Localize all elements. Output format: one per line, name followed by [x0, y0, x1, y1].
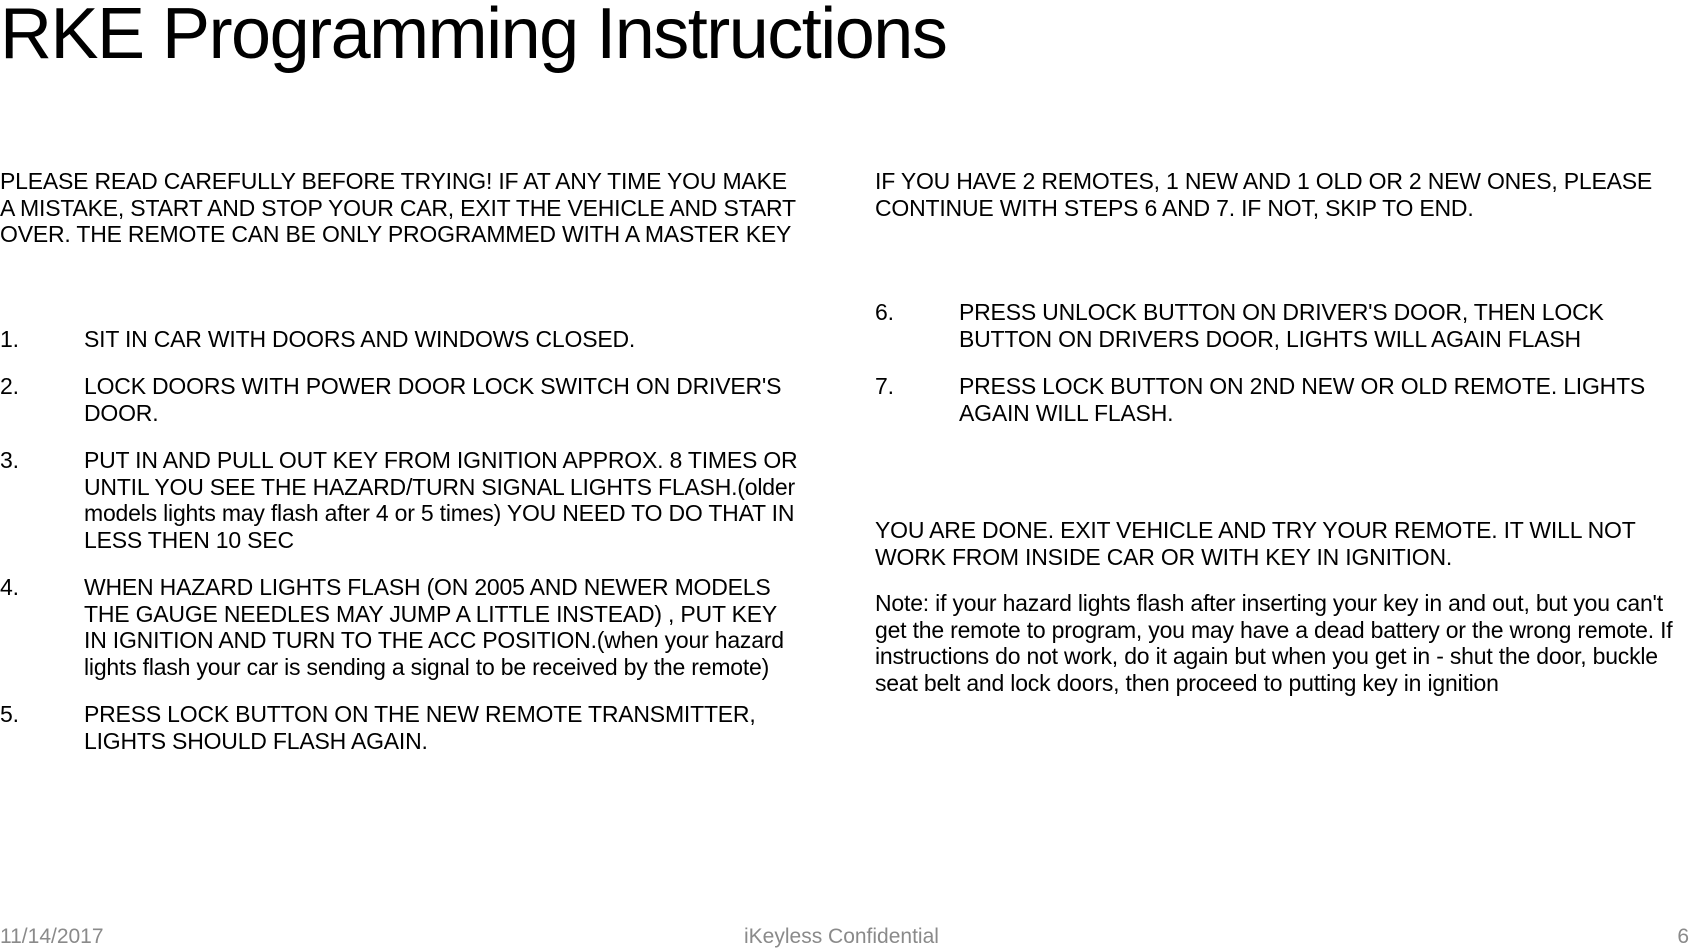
slide-title: RKE Programming Instructions — [0, 0, 947, 74]
step-number: 2. — [0, 373, 19, 399]
step-text: WHEN HAZARD LIGHTS FLASH (ON 2005 AND NEWER MODELS THE GAUGE NEEDLES MAY JUMP A LITTLE INSTEAD) , PUT KEY IN IGNITION AND TURN TO THE ACC POSITION.(when your hazard lights flash your car is sending a signal to be received by the remote) — [84, 574, 784, 680]
step-number: 7. — [875, 373, 894, 399]
footer-confidential: iKeyless Confidential — [744, 925, 939, 948]
right-column — [875, 168, 1685, 716]
step-item — [0, 701, 800, 754]
step-text: LOCK DOORS WITH POWER DOOR LOCK SWITCH ON DRIVER'S DOOR. — [84, 373, 782, 426]
footer-page-number: 6 — [1677, 925, 1689, 948]
step-item — [875, 373, 1685, 426]
step-item — [0, 326, 800, 353]
spacer — [0, 268, 800, 326]
steps-list-right — [875, 299, 1685, 426]
steps-list-left — [0, 326, 800, 755]
spacer — [875, 447, 1685, 517]
step-number: 5. — [0, 701, 19, 727]
step-item — [0, 373, 800, 426]
left-column — [0, 168, 800, 775]
step-number: 6. — [875, 299, 894, 325]
step-text: PRESS UNLOCK BUTTON ON DRIVER'S DOOR, THEN LOCK BUTTON ON DRIVERS DOOR, LIGHTS WILL AGAIN FLASH — [959, 299, 1604, 352]
additional-remotes-paragraph: IF YOU HAVE 2 REMOTES, 1 NEW AND 1 OLD OR 2 NEW ONES, PLEASE CONTINUE WITH STEPS 6 AND 7. IF NOT, SKIP TO END. — [875, 168, 1653, 221]
step-item — [875, 299, 1685, 352]
footer-date: 11/14/2017 — [0, 925, 104, 948]
step-item — [0, 574, 800, 680]
step-text: PUT IN AND PULL OUT KEY FROM IGNITION APPROX. 8 TIMES OR UNTIL YOU SEE THE HAZARD/TURN SIGNAL LIGHTS FLASH.(older models lights may flash after 4 or 5 times) YOU NEED TO DO THAT IN LESS THEN 10 SEC — [84, 447, 798, 553]
step-number: 4. — [0, 574, 19, 600]
step-number: 1. — [0, 325, 19, 352]
warning-paragraph: PLEASE READ CAREFULLY BEFORE TRYING! IF AT ANY TIME YOU MAKE A MISTAKE, START AND STOP YOUR CAR, EXIT THE VEHICLE AND START OVER. THE REMOTE CAN BE ONLY PROGRAMMED WITH A MASTER KEY — [0, 168, 796, 247]
spacer — [875, 241, 1685, 299]
step-text: PRESS LOCK BUTTON ON THE NEW REMOTE TRANSMITTER, LIGHTS SHOULD FLASH AGAIN. — [84, 701, 756, 754]
step-number: 3. — [0, 447, 19, 473]
step-text: SIT IN CAR WITH DOORS AND WINDOWS CLOSED. — [84, 325, 636, 352]
done-paragraph: YOU ARE DONE. EXIT VEHICLE AND TRY YOUR REMOTE. IT WILL NOT WORK FROM INSIDE CAR OR WITH KEY IN IGNITION. — [875, 517, 1636, 570]
step-item — [0, 447, 800, 553]
step-text: PRESS LOCK BUTTON ON 2ND NEW OR OLD REMOTE. LIGHTS AGAIN WILL FLASH. — [959, 373, 1646, 426]
note-paragraph: Note: if your hazard lights flash after inserting your key in and out, but you can't get the remote to program, you may have a dead battery or the wrong remote. If instructions do not work, do it again but when you get in - shut the door, buckle seat belt and lock doors, then proceed to putting key in ignition — [875, 590, 1673, 696]
